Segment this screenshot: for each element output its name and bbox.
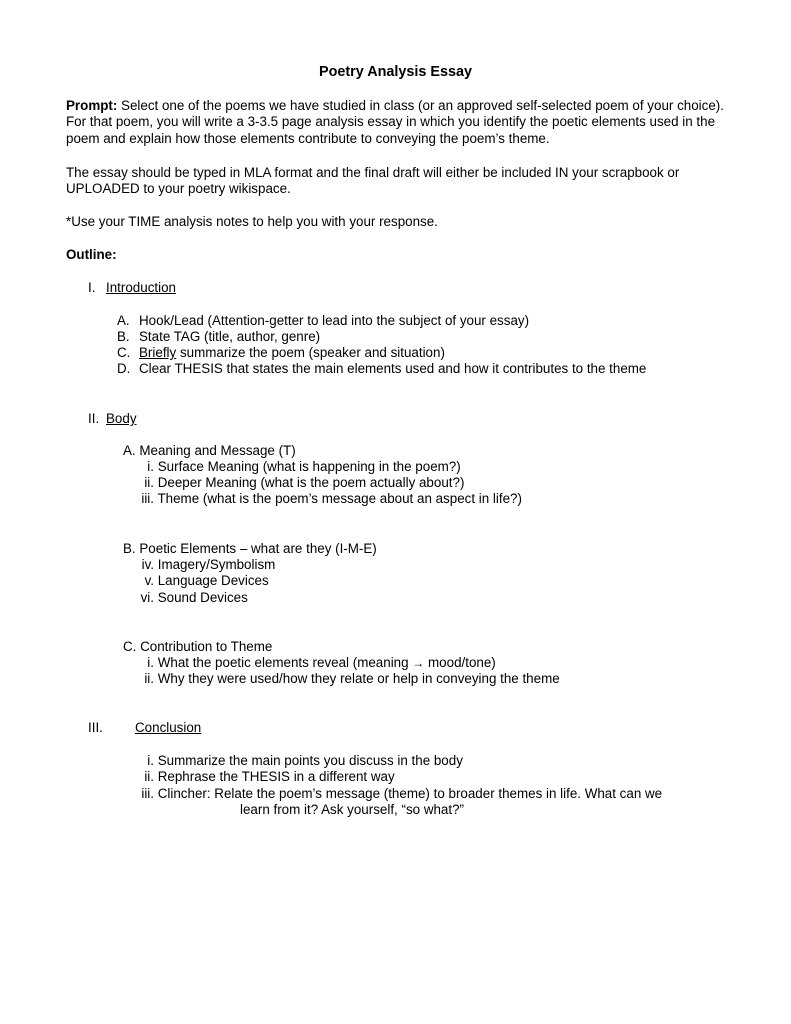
list-item: C. Briefly summarize the poem (speaker and situation) <box>117 345 445 360</box>
list-item: iv. Imagery/Symbolism <box>141 557 276 572</box>
list-item: i. What the poetic elements reveal (meaning → mood/tone) <box>147 655 496 670</box>
list-item: vi. Sound Devices <box>140 590 248 605</box>
list-item: iii. Clincher: Relate the poem’s message (theme) to broader themes in life. What can we <box>141 786 663 801</box>
format-note: The essay should be typed in MLA format and the final draft will either be included IN your scrapbook or UPLOADED to your poetry wikispace. <box>66 165 680 197</box>
outline-label: Outline: <box>66 247 117 262</box>
list-item: ii. Why they were used/how they relate or help in conveying the theme <box>144 671 560 686</box>
right-arrow-icon: → <box>412 656 425 670</box>
list-item: i. Surface Meaning (what is happening in the poem?) <box>147 459 461 474</box>
prompt-label: Prompt: <box>66 98 118 113</box>
body-heading: Body <box>106 411 137 426</box>
list-item: iii. Theme (what is the poem’s message about an aspect in life?) <box>141 491 522 506</box>
list-item: ii. Deeper Meaning (what is the poem actually about?) <box>144 475 465 490</box>
list-item: A. Hook/Lead (Attention-getter to lead into the subject of your essay) <box>117 313 530 328</box>
list-item: i. Summarize the main points you discuss in the body <box>147 753 463 768</box>
introduction-numeral: I. <box>88 280 96 295</box>
list-item-continuation: learn from it? Ask yourself, “so what?” <box>240 802 465 817</box>
conclusion-heading: Conclusion <box>135 720 202 735</box>
body-section-heading: B. Poetic Elements – what are they (I-M-E) <box>123 541 377 556</box>
introduction-heading: Introduction <box>106 280 176 295</box>
list-item: B. State TAG (title, author, genre) <box>117 329 321 344</box>
list-item: v. Language Devices <box>144 573 269 588</box>
body-section-heading: A. Meaning and Message (T) <box>123 443 296 458</box>
prompt-paragraph <box>66 98 736 147</box>
prompt-text: Select one of the poems we have studied in class (or an approved self-selected poem of your choice). For that poem, you will write a 3-3.5 page analysis essay in which you identify the poetic elements used in the poem and explain how those elements contribute to conveying the poem’s theme. <box>66 98 724 146</box>
list-item: ii. Rephrase the THESIS in a different way <box>144 769 395 784</box>
body-section-heading: C. Contribution to Theme <box>123 639 273 654</box>
conclusion-numeral: III. <box>88 720 103 735</box>
list-item: D. Clear THESIS that states the main elements used and how it contributes to the theme <box>117 361 647 376</box>
body-numeral: II. <box>88 411 100 426</box>
page-title: Poetry Analysis Essay <box>318 64 473 80</box>
time-note: *Use your TIME analysis notes to help you with your response. <box>66 214 438 229</box>
